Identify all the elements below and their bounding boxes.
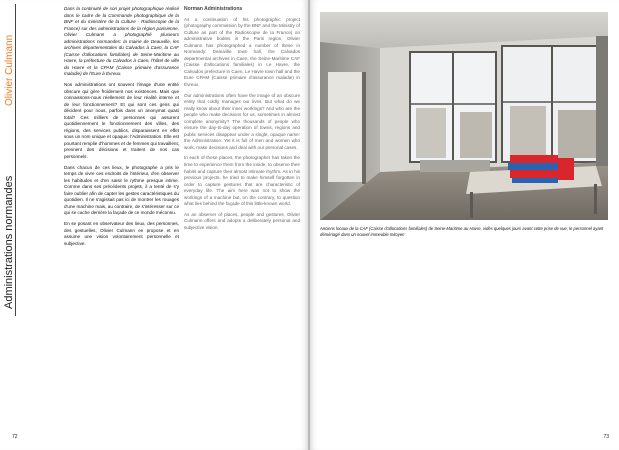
vertical-author: Olivier Culmann (4, 34, 15, 106)
english-paragraph: As an observer of places, people and gestures, Olivier Culmann offers and adopts a deliberately personal and subjective vision. (184, 211, 300, 230)
french-paragraph: Nos administrations ont souvent l'image d'une entité obscure qui gère froidement nos existences. Mais que connaissons-nous réellement de leur réalité interne et de leur fonctionnement? Et qui sont ces gens qui décident pour nous, parfois dans un anonymat quasi total? Ces milliers de personnes qui assurent quotidiennement le fonctionnement des villes, des régions, des services publics, disparaissent en effet sous un nom unique et opaque: l'Administration. Elle est pourtant remplie d'hommes et de femmes qui travaillent, prennent des décisions et traitent de nos cas personnels. (64, 82, 179, 160)
binder-stack (508, 155, 574, 183)
left-page (0, 0, 308, 450)
radiator (420, 160, 490, 172)
english-paragraph: In each of these places, the photographer has taken the time to experience them from the inside, to observe their habits and capture their almost intimate rhythm. As in his previous projects, he tried to make himself forgotten in order to capture gestures that are characteristic of everyday life. The aim here was not to show the workings of a machine but, on the contrary, to question what lies behind the façade of this little-known world. (184, 155, 300, 207)
french-column (64, 6, 179, 251)
page-number-left: 72 (12, 434, 18, 440)
vertical-divider (15, 4, 16, 316)
page-number-right: 73 (603, 434, 609, 440)
english-paragraph: As a continuation of his photographic project (photography commission by the BNF and the Ministry of Culture as part of the Radioscopie de la France) on administrative bodies in the Paris region, Olivier Culmann has photographed a number of these in Normandy: Deauville town hall, the Calvados departmental archives in Caen, the Seine-Maritime CAF (Caisse d'allocations familiales) in Le Havre, the Calvados prefecture in Caen, Le Havre town hall and the Eure CPAM (Caisse primaire d'assurance maladie) in Évreux. (184, 16, 300, 88)
english-heading: Norman Administrations (184, 6, 243, 12)
curtain (596, 36, 608, 166)
french-paragraph: Dans chacun de ces lieux, le photographe a pris le temps de vivre ces endroits de l'intérieur, d'en observer les habitudes et d'en saisir le rythme presque intime. Comme dans ses précédents projets, il a tenté de s'y faire oublier afin de capter les gestes caractéristiques du quotidien. Il ne s'agissait pas ici de montrer les rouages d'une machine mais, au contraire, de s'intéresser sur ce qui se cache derrière la façade de ce monde méconnu. (64, 164, 179, 216)
vertical-title-block (3, 4, 28, 316)
photo-caption: Anciens locaux de la CAF (Caisse d'allocations familiales) de Seine-Maritime au Havre, vidés quelques jours avant cette prise de vue, le personnel ayant déménagé dans un nouvel immeuble mitoyen (320, 226, 604, 237)
english-column (184, 6, 300, 236)
french-intro: Dans la continuité de son projet photographique réalisé dans le cadre de la Commande photographique de la BNF et du ministère de la Culture - Radioscopie de la France) sur des administrations de la région parisienne, Olivier Culmann a photographié plusieurs administrations normandes: la mairie de Deauville, les archives départementales du Calvados à Caen, la CAF (Caisse d'allocations familiales) de Seine-Maritime au Havre, la préfecture du Calvados à Caen, l'hôtel de ville du Havre et la CPAM (Caisse primaire d'assurance maladie) de l'Eure à Évreux. (64, 6, 179, 77)
office-photograph (320, 12, 608, 220)
photo-illustration (320, 12, 608, 220)
french-paragraph: En se posant en observateur des lieux, des personnes, des gestuelles, Olivier Culmann en propose et en assume une vision volontairement personnelle et subjective. (64, 220, 179, 246)
vertical-section-title: Administrations normandes (3, 175, 15, 309)
windows (410, 46, 602, 162)
doorway (328, 72, 362, 182)
english-paragraph: Our administrations often have the image of an obscure entity that coldly manages our lives. But what do we really know about their inner workings? And who are the people who make decisions for us, sometimes in almost complete anonymity? The thousands of people who ensure the day-to-day operation of towns, regions and public services disappear under a single, opaque name: the Administration. Yet it is full of men and women who work, make decisions and deal with our personal cases. (184, 92, 300, 150)
